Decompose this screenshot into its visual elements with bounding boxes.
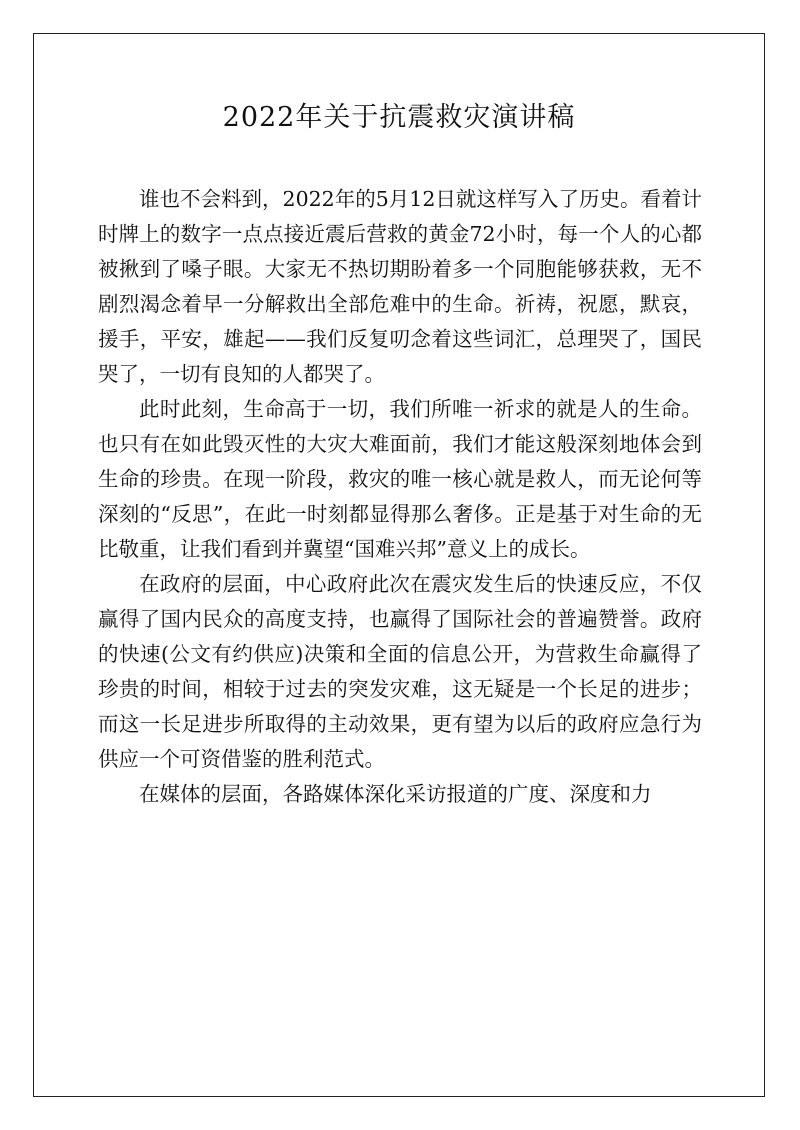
document-title: 2022年关于抗震救灾演讲稿 — [222, 102, 576, 133]
paragraph-4: 在媒体的层面，各路媒体深化采访报道的广度、深度和力 — [139, 782, 652, 806]
document-body — [98, 182, 702, 812]
paragraph-1: 谁也不会料到，2022年的5月12日就这样写入了历史。看着计时牌上的数字一点点接近震后营救的黄金72小时，每一个人的心都被揪到了嗓子眼。大家无不热切期盼着多一个同胞能够获救，无不剧烈渴念着早一分解救出全部危难中的生命。祈祷，祝愿，默哀，援手，平安，雄起——我们反复叨念着这些词汇，总理哭了，国民哭了，一切有良知的人都哭了。 — [98, 187, 702, 386]
paragraph-3: 在政府的层面，中心政府此次在震灾发生后的快速反应，不仅赢得了国内民众的高度支持，也赢得了国际社会的普遍赞誉。政府的快速(公文有约供应)决策和全面的信息公开，为营救生命赢得了珍贵的时间，相较于过去的突发灾难，这无疑是一个长足的进步；而这一长足进步所取得的主动效果，更有望为以后的政府应急行为供应一个可资借鉴的胜利范式。 — [98, 572, 702, 771]
paragraph-2: 此时此刻，生命高于一切，我们所唯一祈求的就是人的生命。也只有在如此毁灭性的大灾大难面前，我们才能这般深刻地体会到生命的珍贵。在现一阶段，救灾的唯一核心就是救人，而无论何等深刻的“反思”，在此一时刻都显得那么奢侈。正是基于对生命的无比敬重，让我们看到并冀望“国难兴邦”意义上的成长。 — [98, 397, 702, 561]
